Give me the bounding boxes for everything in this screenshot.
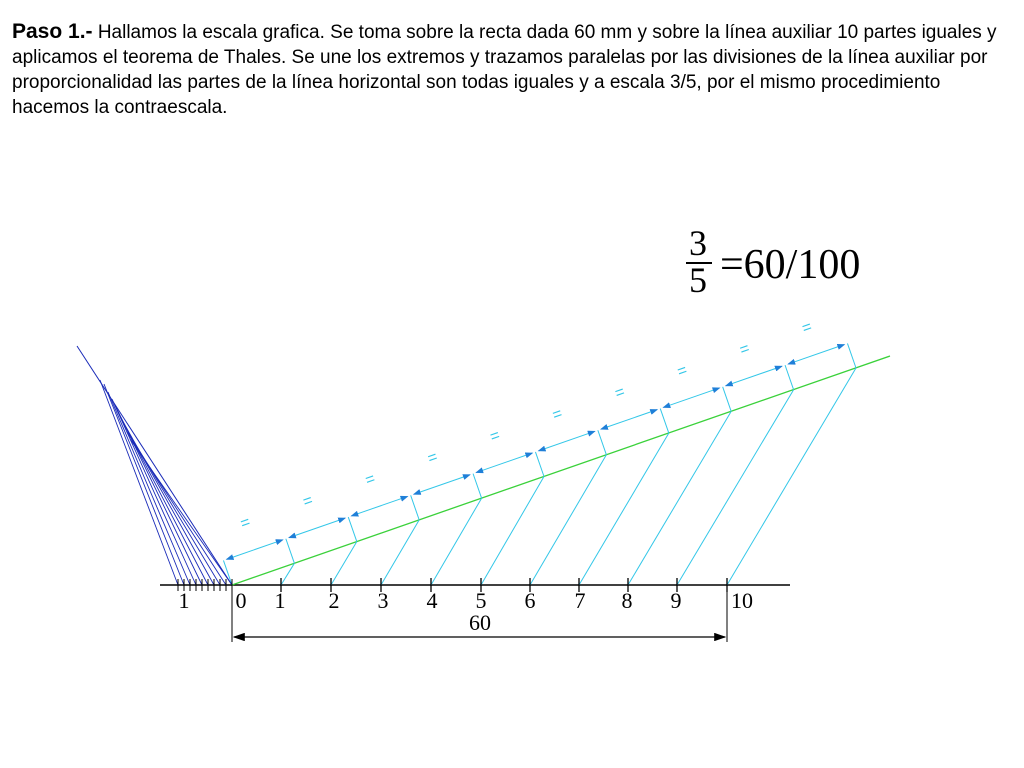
scale-label-7: 7 [574, 588, 586, 613]
parallel-line-7 [579, 433, 669, 585]
counter-scale-parallel-1 [100, 380, 178, 585]
step-description: Hallamos la escala grafica. Se toma sobre la recta dada 60 mm y sobre la línea auxiliar 10 partes iguales y aplicamos el teorema de Thales. Se une los extremos y trazamos paralelas por las divisiones de la línea auxiliar por proporcionalidad las partes de la línea horizontal son todas iguales y a escala 3/5, por el mismo procedimiento hacemos la contraescala. [12, 22, 997, 118]
offset-extension-6 [598, 430, 607, 455]
offset-segment-4 [414, 475, 470, 495]
offset-extension-5 [535, 452, 544, 477]
parallel-line-8 [628, 411, 731, 585]
equal-mark-3: = [363, 470, 378, 490]
offset-extension-2 [348, 517, 357, 542]
equal-mark-1: = [238, 513, 253, 533]
scale-label-9: 9 [670, 588, 682, 613]
offset-extension-10 [847, 343, 856, 368]
scale-label-1: 1 [274, 588, 286, 613]
equal-mark-2: = [300, 491, 316, 512]
dimension-value: 60 [469, 610, 491, 635]
auxiliary-line [232, 356, 890, 585]
offset-extension-9 [785, 365, 794, 390]
parallel-line-6 [530, 455, 606, 585]
formula-numerator: 3 [689, 223, 707, 263]
offset-extension-7 [660, 409, 669, 434]
offset-segment-7 [601, 410, 657, 430]
offset-segment-9 [726, 366, 782, 386]
parallel-line-5 [481, 477, 544, 586]
scale-label-0: 0 [235, 588, 247, 613]
scale-label-2: 2 [328, 588, 340, 613]
counter-scale-parallel-9 [127, 432, 226, 585]
scale-formula [686, 223, 860, 300]
step-title: Paso 1.- [12, 20, 93, 43]
offset-extension-8 [723, 387, 732, 412]
equal-mark-9: = [737, 340, 752, 360]
offset-segment-8 [663, 388, 719, 408]
equal-mark-10: = [799, 318, 815, 338]
counter-scale-parallel-2 [104, 384, 184, 585]
scale-label-6: 6 [524, 588, 536, 613]
offset-extension-1 [286, 539, 295, 564]
scale-label-8: 8 [621, 588, 633, 613]
equal-mark-4: = [425, 448, 440, 468]
scale-label-4: 4 [426, 588, 438, 613]
formula-equality: =60/100 [720, 242, 861, 288]
equal-mark-6: = [550, 405, 565, 425]
scale-construction [77, 318, 856, 613]
counter-scale-parallel-3 [108, 392, 190, 585]
scale-label-10: 10 [731, 588, 753, 613]
offset-segment-2 [289, 518, 345, 538]
parallel-line-10 [727, 368, 856, 585]
scale-label-3: 3 [377, 588, 389, 613]
parallel-line-1 [281, 563, 294, 585]
offset-segment-3 [351, 496, 407, 516]
equal-mark-7: = [612, 383, 628, 403]
parallel-line-9 [677, 390, 794, 585]
parallel-line-4 [431, 498, 482, 585]
offset-segment-6 [539, 431, 595, 451]
offset-extension-0 [223, 560, 232, 585]
offset-extension-4 [473, 474, 482, 499]
counter-scale-parallel-4 [112, 399, 196, 585]
scale-label-5: 5 [475, 588, 487, 613]
offset-segment-1 [227, 540, 283, 560]
equal-mark-8: = [675, 361, 690, 381]
offset-segment-10 [788, 345, 844, 365]
parallel-line-2 [331, 542, 357, 585]
equal-mark-5: = [487, 426, 503, 446]
formula-denominator: 5 [689, 260, 707, 300]
offset-extension-3 [411, 495, 420, 520]
parallel-line-3 [381, 520, 419, 585]
counter-scale-label: 1 [178, 588, 190, 613]
offset-segment-5 [476, 453, 532, 473]
